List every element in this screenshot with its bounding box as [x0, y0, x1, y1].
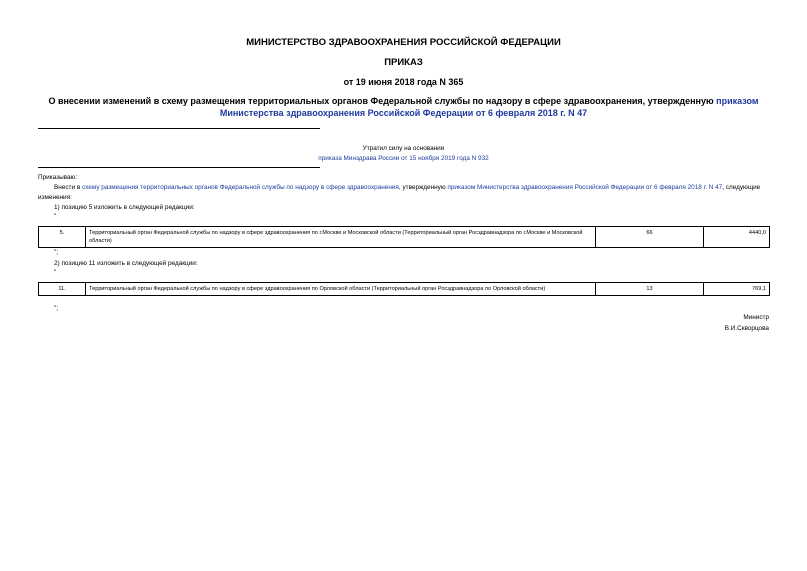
lost-force-note: Утратил силу на основании [362, 145, 445, 152]
scheme-link[interactable]: схему размещения территориальных органов Федеральной службы по надзору в сфере здравоохранения [81, 184, 399, 191]
position-number: 11. [39, 283, 86, 296]
divider-bottom [38, 167, 320, 168]
organ-name: Территориальный орган Федеральной службы по надзору в сфере здравоохранения по г.Москве и Московской области (Территориальный орган Росздравнадзора по г.Москве и Московской области) [86, 227, 596, 248]
intro-text-2: , утвержденную [398, 184, 448, 191]
signatory-name: В.И.Скворцова [724, 325, 769, 332]
lost-force-link[interactable]: приказа Минздрава России от 15 ноября 2019 года N 932 [318, 155, 489, 162]
staff-count: 13 [596, 283, 704, 296]
area-value: 769,1 [704, 283, 770, 296]
ministry-heading: МИНИСТЕРСТВО ЗДРАВООХРАНЕНИЯ РОССИЙСКОЙ ФЕДЕРАЦИИ [246, 37, 561, 48]
item-2-text: 2) позицию 11 изложить в следующей редакции: [54, 260, 198, 267]
item-1-text: 1) позицию 5 изложить в следующей редакции: [54, 204, 195, 211]
close-quote-2: "; [54, 305, 59, 312]
table-row [39, 283, 770, 296]
intro-paragraph [38, 183, 769, 203]
position-11-table [38, 282, 770, 296]
open-quote-1: " [54, 213, 57, 220]
intro-text-3: , следующие изменения: [38, 184, 761, 201]
intro-text-1: Внести в [54, 184, 82, 191]
staff-count: 66 [596, 227, 704, 248]
document-type: ПРИКАЗ [384, 57, 423, 68]
open-quote-2: " [54, 269, 57, 276]
title-reference-link[interactable]: приказом Министерства здравоохранения Российской Федерации от 6 февраля 2018 г. N 47 [219, 96, 759, 118]
document-date-number: от 19 июня 2018 года N 365 [343, 77, 464, 87]
table-row [39, 227, 770, 248]
document-title [38, 95, 769, 119]
position-5-table [38, 226, 770, 248]
signatory-position: Министр [743, 314, 769, 321]
divider-top [38, 128, 320, 129]
order-reference-link[interactable]: приказом Министерства здравоохранения Российской Федерации от 6 февраля 2018 г. N 47 [447, 184, 723, 191]
position-number: 5. [39, 227, 86, 248]
close-quote-1: "; [54, 249, 59, 256]
area-value: 4440,0 [704, 227, 770, 248]
organ-name: Территориальный орган Федеральной службы по надзору в сфере здравоохранения по Орловской области (Территориальный орган Росздравнадзора по Орловской области) [86, 283, 596, 296]
title-text: О внесении изменений в схему размещения территориальных органов Федеральной службы по надзору в сфере здравоохранения, утвержденную [48, 96, 717, 106]
order-word: Приказываю: [38, 174, 78, 181]
